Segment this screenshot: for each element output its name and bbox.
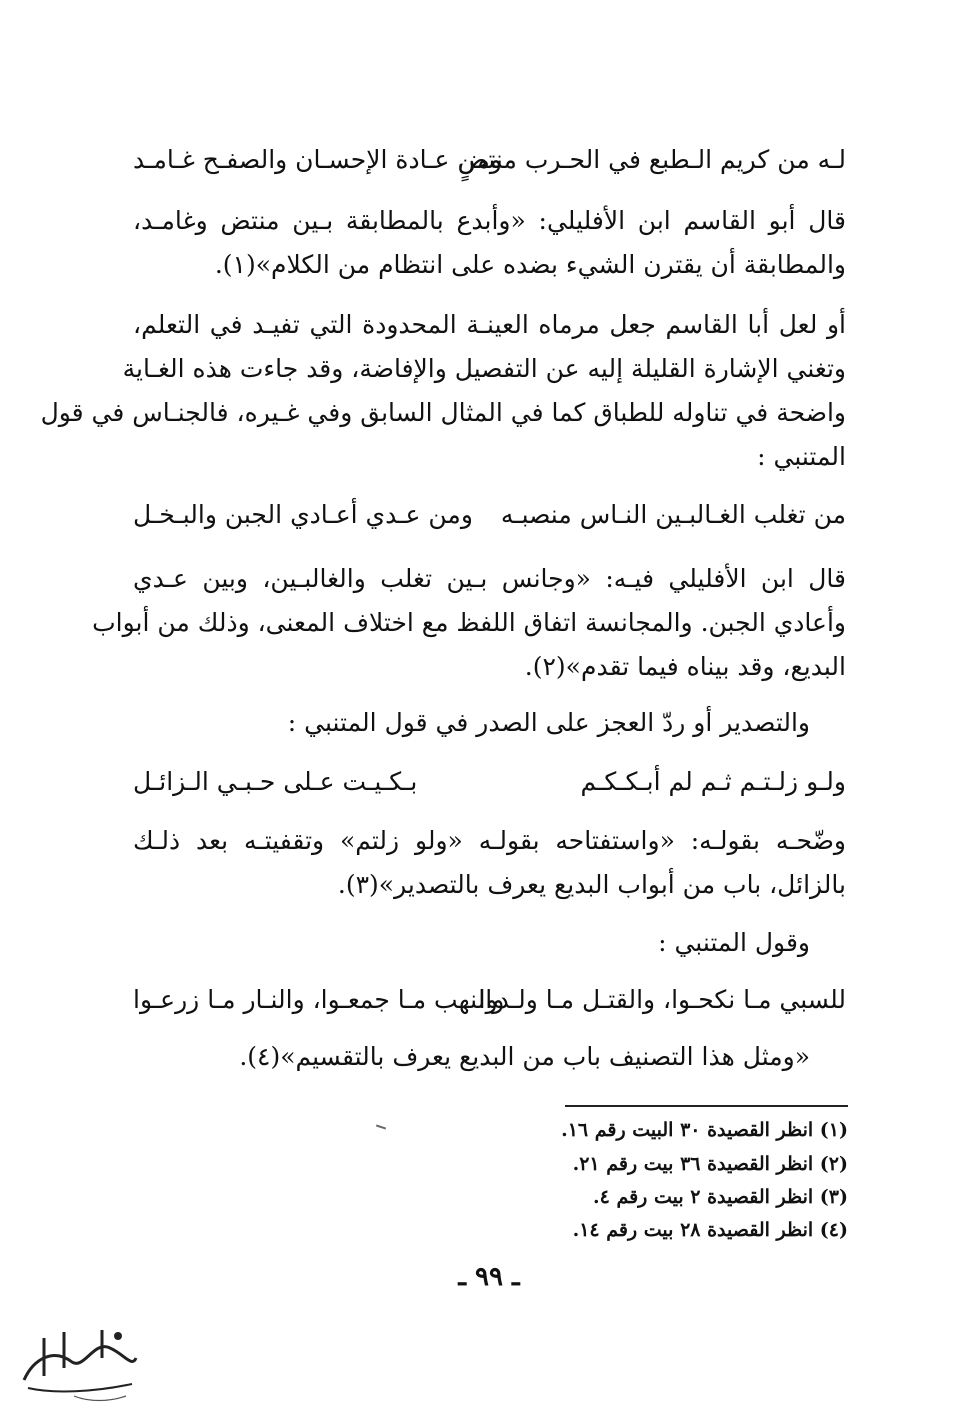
verse-hemistich-second: بـكـيـت عـلى حـبـي الـزائـل xyxy=(133,767,418,796)
paragraph-line: وضّحـه بقولـه: «واستفتاحه بقولـه «ولو زلتم» وتقفيتـه بعد ذلـك xyxy=(133,826,846,855)
verse-hemistich-first: ولـو زلـتـم ثـم لم أبـكـكـم xyxy=(580,767,846,796)
verse-line xyxy=(133,140,846,180)
paragraph-line: «ومثل هذا التصنيف باب من البديع يعرف بالتقسيم»(٤). xyxy=(239,1042,810,1071)
paragraph-line: وتغني الإشارة القليلة إليه عن التفصيل والإفاضة، وقد جاءت هذه الغـاية xyxy=(122,354,846,383)
paragraph-line: والمطابقة أن يقترن الشيء بضده على انتظام من الكلام»(١). xyxy=(214,250,846,279)
page-number: ـ ٩٩ ـ xyxy=(458,1262,520,1292)
footnote: (١) انظر القصيدة ٣٠ البيت رقم ١٦. xyxy=(561,1119,848,1141)
verse-line xyxy=(133,762,846,802)
verse-hemistich-first: من تغلب الغـالبـين النـاس منصبـه xyxy=(500,500,846,529)
verse-hemistich-second: ومن عـدي أعـادي الجبن والبـخـل xyxy=(133,500,473,529)
paragraph-line: المتنبي : xyxy=(757,442,846,471)
paragraph-line: البديع، وقد بيناه فيما تقدم»(٢). xyxy=(524,652,846,681)
paragraph-line: قال أبو القاسم ابن الأفليلي: «وأبدع بالمطابقة بـين منتض وغامـد، xyxy=(133,206,846,235)
verse-line xyxy=(133,495,846,535)
footnote: (٢) انظر القصيدة ٣٦ بيت رقم ٢١. xyxy=(572,1153,848,1175)
verse-hemistich-second: والنهب مـا جمعـوا، والنـار مـا زرعـوا xyxy=(133,985,505,1014)
paragraph-line: بالزائل، باب من أبواب البديع يعرف بالتصدير»(٣). xyxy=(337,870,846,899)
paragraph-line: واضحة في تناوله للطباق كما في المثال السابق وفي غـيره، فالجنـاس في قول xyxy=(40,398,846,427)
footnote: (٣) انظر القصيدة ٢ بيت رقم ٤. xyxy=(592,1186,848,1208)
verse-hemistich-first: لـه من كريم الـطبع في الحـرب منتضٍ xyxy=(457,145,846,174)
paragraph-line: أو لعل أبا القاسم جعل مرماه العينـة المحدودة التي تفيـد في التعلم، xyxy=(133,310,846,339)
paragraph-line: وأعادي الجبن. والمجانسة اتفاق اللفظ مع اختلاف المعنى، وذلك من أبواب xyxy=(92,608,846,637)
paragraph-line: وقول المتنبي : xyxy=(658,928,810,957)
verse-hemistich-second: ومن عـادة الإحسـان والصفـح غـامـد xyxy=(133,145,502,174)
paragraph-line: والتصدير أو ردّ العجز على الصدر في قول المتنبي : xyxy=(287,708,810,737)
verse-line xyxy=(133,980,846,1020)
footnote-divider xyxy=(565,1105,848,1107)
verse-hemistich-first: للسبي مـا نكحـوا، والقتـل مـا ولـدوا xyxy=(478,985,846,1014)
stray-mark xyxy=(376,1125,386,1130)
footnote: (٤) انظر القصيدة ٢٨ بيت رقم ١٤. xyxy=(572,1219,848,1241)
paragraph-line: قال ابن الأفليلي فيـه: «وجانس بـين تغلب والغالبـين، وبين عـدي xyxy=(133,564,846,593)
library-stamp-logo xyxy=(14,1318,144,1404)
